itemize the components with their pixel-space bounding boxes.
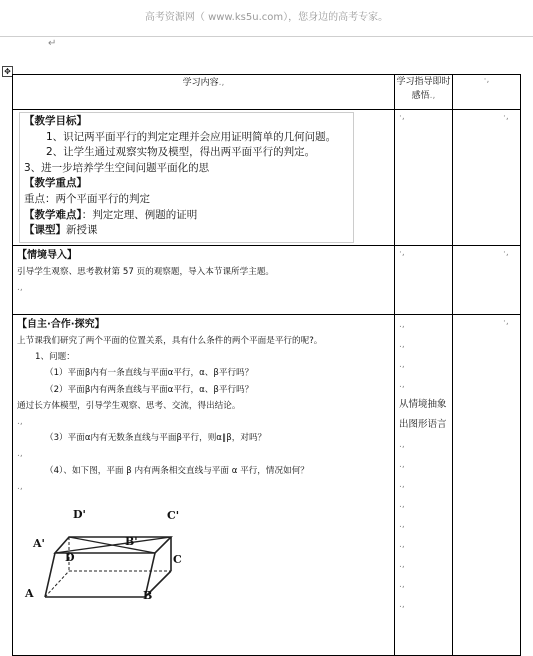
goals-guide-cell: ·, [395, 110, 453, 246]
side-guide-text: 从情境抽象出图形语言 [399, 398, 447, 430]
paragraph-mark: ↵ [48, 38, 57, 49]
question-2: （2）平面β内有两条直线与平面α平行，α、β平行吗？ [45, 384, 254, 395]
situation-mark-cell: ·, [453, 245, 521, 314]
lesson-type-line: 【课型】新授课 [24, 224, 98, 237]
label-c1: C' [167, 508, 180, 522]
key-heading: 【教学重点】 [24, 177, 87, 190]
key-text: 重点：两个平面平行的判定 [24, 192, 150, 205]
goal-item-3: 3、进一步培养学生空间问题平面化的思 [24, 161, 210, 174]
header-cell-mark: ·, [453, 75, 521, 110]
goals-box [19, 112, 354, 243]
header-text: 高考资源网（ www.ks5u.com），您身边的高考专家。 [144, 12, 389, 23]
situation-guide-cell: ·, [395, 245, 453, 314]
label-a: A [25, 586, 34, 600]
label-a1: A' [33, 536, 45, 550]
label-d: D [65, 550, 75, 564]
question-4: （4）、如下图，平面 β 内有两条相交直线与平面 α 平行，情况如何？ [45, 465, 309, 476]
difficulty-line: 【教学难点】：判定定理、例题的证明 [24, 208, 198, 221]
explore-row [13, 314, 521, 655]
question-3: （3）平面α内有无数条直线与平面β平行，则α∥β，对吗？ [45, 433, 267, 444]
explore-intro: 上节课我们研究了两个平面的位置关系，具有什么条件的两个平面是平行的呢?。 [17, 335, 323, 346]
label-c: C [173, 552, 182, 566]
label-b1: B' [125, 534, 138, 548]
header-cell-content: 学习内容., [13, 75, 395, 110]
question-title: 1、问题： [35, 352, 75, 363]
goals-cell [13, 110, 395, 246]
goal-item-1: 1、识记两平面平行的判定定理并会应用证明简单的几何问题。 [46, 130, 337, 143]
explore-heading: 【自主·合作·探究】 [17, 318, 105, 330]
table-move-handle-icon[interactable]: ✥ [2, 66, 13, 77]
label-b: B [143, 588, 153, 602]
goals-mark-cell: ·, [453, 110, 521, 246]
situation-heading: 【情境导入】 [17, 249, 77, 261]
situation-cell: 【情境导入】 引导学生观察、思考教材第 57 页的观察题，导入本节课所学主题。 ., [13, 245, 395, 314]
situation-text: 引导学生观察、思考教材第 57 页的观察题，导入本节课所学主题。 [17, 266, 275, 277]
explore-mark-cell: ·, [453, 314, 521, 655]
conclusion-text: 通过长方体模型，引导学生观察、思考、交流，得出结论。 [17, 400, 241, 411]
situation-row [13, 245, 521, 314]
goals-heading: 【教学目标】 [24, 115, 87, 127]
explore-cell: 【自主·合作·探究】 上节课我们研究了两个平面的位置关系，具有什么条件的两个平面是平行的呢?。 1、问题： （1）平面β内有一条直线与平面α平行，α、β平行吗？ （2）平面β内有两条直线与平面α平行，α、β平行吗？ 通过长方体模型，引导学生观察、思考、交流，得出结论。 ., （3）平面α内有无数条直线与平面β平行，则α∥β，对吗？ ., （4）、如下图，平面 β 内有两条相交直线与平面 α 平行，情况如何？ ., D' C' A' B' D C A B [13, 314, 395, 655]
cuboid-figure [21, 505, 183, 603]
explore-guide-cell: ., ., ., ., 从情境抽象出图形语言 ., ., ., ., ., ., ., ., ., [395, 314, 453, 655]
table-header-row [13, 75, 521, 110]
header-cell-guide: 学习指导即时感悟., [395, 75, 453, 110]
question-1: （1）平面β内有一条直线与平面α平行，α、β平行吗？ [45, 368, 254, 379]
cuboid-diagram [21, 505, 183, 603]
lesson-table [12, 74, 521, 656]
goal-item-2: 2、让学生通过观察实物及模型，得出两平面平行的判定。 [46, 146, 316, 159]
goals-row [13, 110, 521, 246]
page-header [0, 0, 533, 37]
label-d1: D' [73, 507, 86, 521]
